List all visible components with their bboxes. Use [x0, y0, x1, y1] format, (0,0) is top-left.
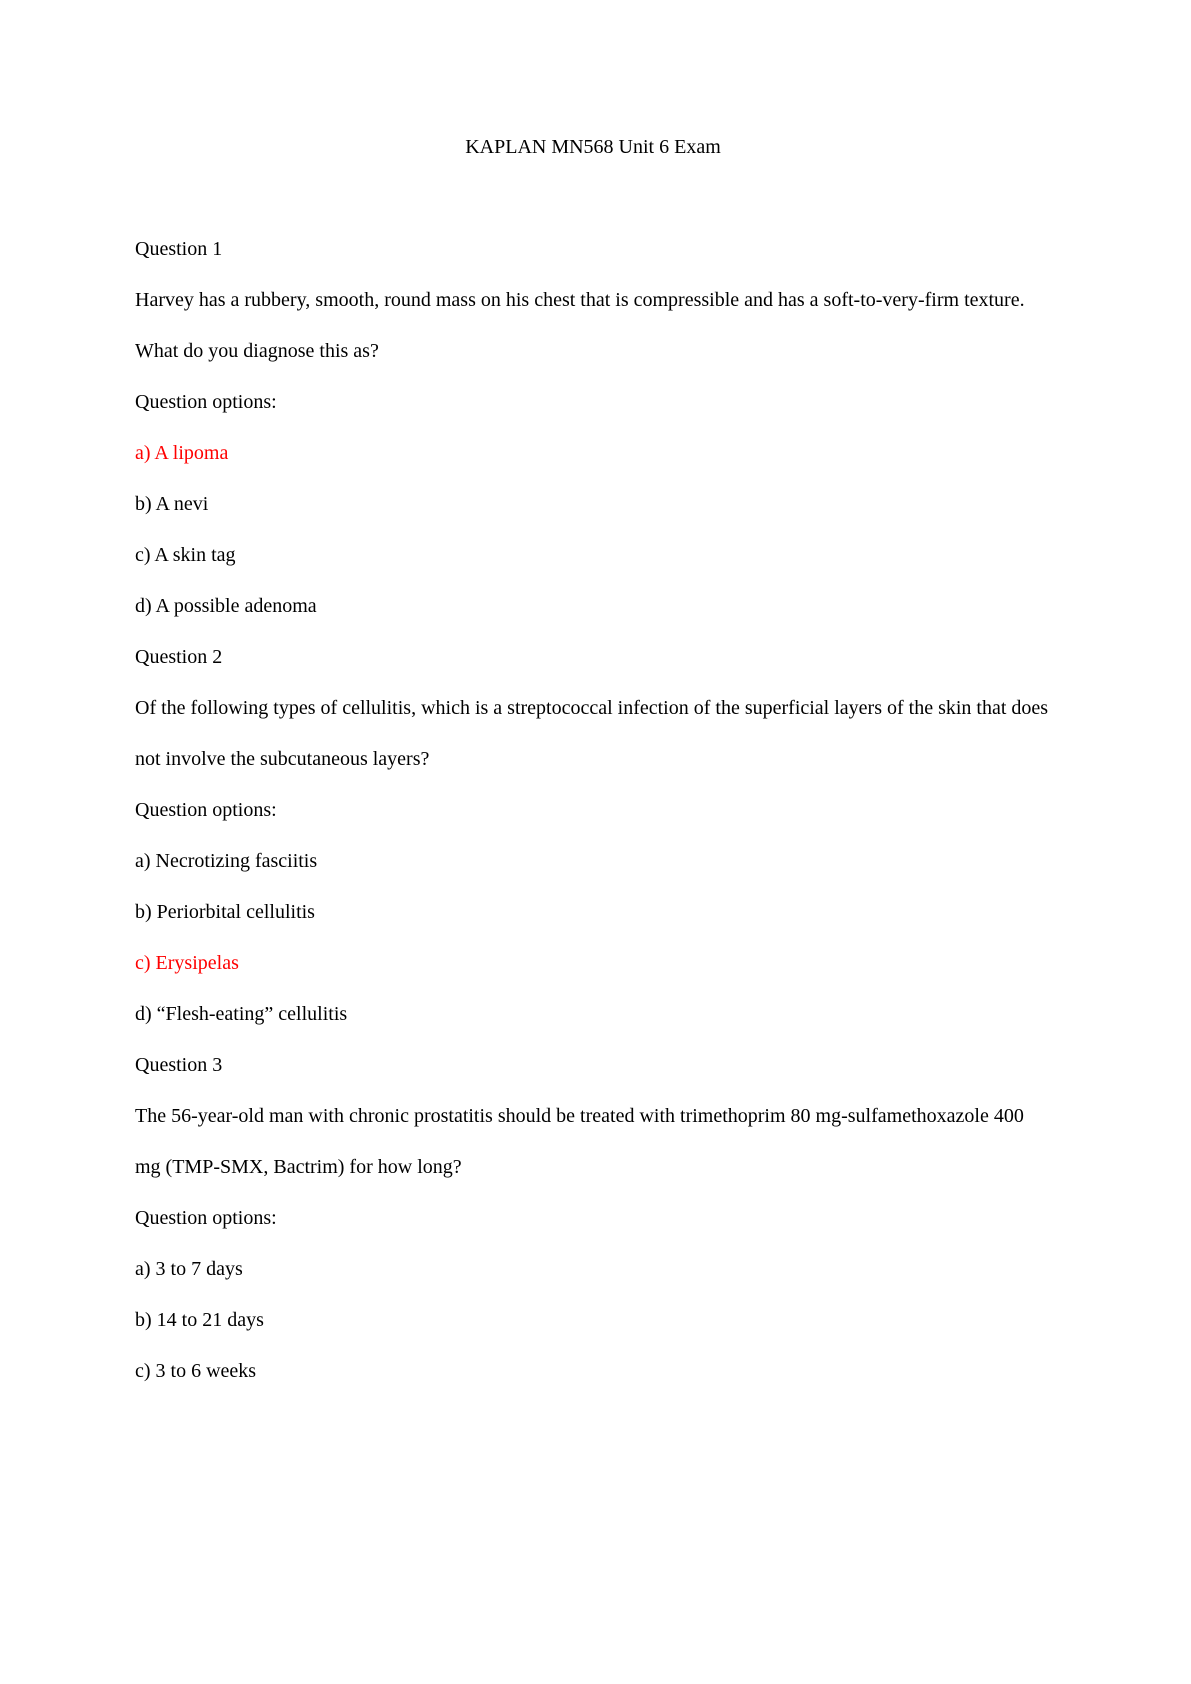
question-label: Question 2 — [135, 646, 223, 668]
answer-option: b) 14 to 21 days — [135, 1309, 264, 1331]
answer-option: b) Periorbital cellulitis — [135, 901, 315, 923]
answer-option: a) 3 to 7 days — [135, 1258, 243, 1280]
question-text: Harvey has a rubbery, smooth, round mass on his chest that is compressible and has a soft-to-very-firm texture. What do you diagnose this as? — [135, 289, 1025, 362]
question-label: Question 1 — [135, 238, 223, 260]
answer-option: d) “Flesh-eating” cellulitis — [135, 1003, 348, 1025]
answer-option: a) A lipoma — [135, 442, 229, 464]
question-block-1 — [135, 224, 1051, 632]
question-options-label: Question options: — [135, 1207, 277, 1229]
document-title: KAPLAN MN568 Unit 6 Exam — [465, 136, 721, 158]
question-label: Question 3 — [135, 1054, 223, 1076]
question-text: Of the following types of cellulitis, which is a streptococcal infection of the superficial layers of the skin that does not involve the subcutaneous layers? — [135, 697, 1049, 770]
answer-option: b) A nevi — [135, 493, 209, 515]
answer-option: d) A possible adenoma — [135, 595, 317, 617]
question-options-label: Question options: — [135, 799, 277, 821]
question-text: The 56-year-old man with chronic prostatitis should be treated with trimethoprim 80 mg-sulfamethoxazole 400 mg (TMP-SMX, Bactrim) for how long? — [135, 1105, 1024, 1178]
answer-option: c) Erysipelas — [135, 952, 239, 974]
answer-option: c) 3 to 6 weeks — [135, 1360, 257, 1382]
question-block-3 — [135, 1040, 1051, 1397]
answer-option: a) Necrotizing fasciitis — [135, 850, 318, 872]
answer-option: c) A skin tag — [135, 544, 236, 566]
question-block-2 — [135, 632, 1051, 1040]
question-options-label: Question options: — [135, 391, 277, 413]
